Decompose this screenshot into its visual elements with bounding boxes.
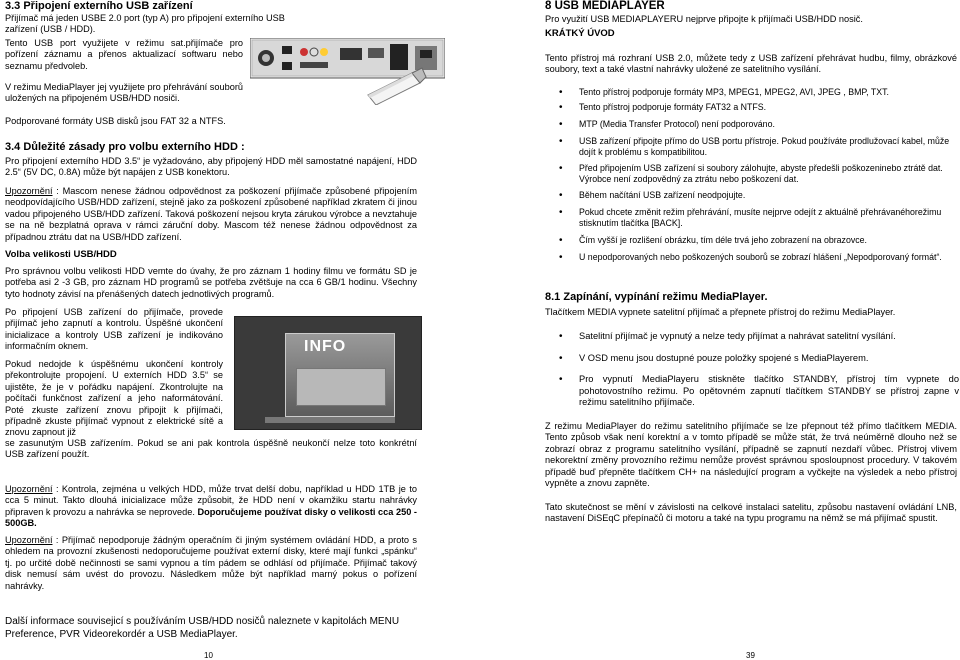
paragraph-usb-connect: Pro využití USB MEDIAPLAYERU nejprve připojte k přijímači USB/HDD nosič. xyxy=(545,14,863,24)
warning-label: Upozornění xyxy=(5,186,53,196)
paragraph-usb-init: Po připojení USB zařízení do přijímače, provede přijímač jeho zapnutí a kontrolu. Úspěšné ukončení inicializace a kontroly USB zařízení je indikováno informačním oknem. xyxy=(5,307,223,352)
warning-block-1 xyxy=(5,186,417,243)
usb-stick-illustration xyxy=(358,65,428,105)
section-heading-3-3: 3.3 Připojení externího USB zařízení xyxy=(5,0,193,12)
list-item: • V OSD menu jsou dostupné pouze položky spojené s MediaPlayerem. xyxy=(545,353,959,365)
info-window-body xyxy=(296,368,386,406)
list-item: • Tento přístroj podporuje formáty MP3, MPEG1, MPEG2, AVI, JPEG , BMP, TXT. xyxy=(545,87,959,98)
warning-text: : Mascom nenese žádnou odpovědnost za poškození přijímače způsobené připojením neodpovídajícího USB/HDD zařízení, stejně jako za poškození způsobené například zkratem či jinou vadou připojeného USB/HDD zařízení. Taková poškození nejsou kryta zárukou výrobce a nevztahuje se na ně bezplatná oprava v rámci záruční doby. Mascom též nenese žádnou odpovědnost za případnou ztrátu dat na USB/HDD zařízení. xyxy=(5,186,417,242)
subheading-hdd-size: Volba velikosti USB/HDD xyxy=(5,249,117,260)
paragraph-reconnect: se zasunutým USB zařízením. Pokud se ani pak kontrola úspěšně neukončí nelze toto konkrétní USB zařízení použít. xyxy=(5,438,417,460)
paragraph-mediaplayer: V režimu MediaPlayer jej využijete pro přehrávání souborů uložených na připojeném USB/HDD nosiči. xyxy=(5,82,243,104)
paragraph-installation: Tato skutečnost se mění v závislosti na celkové instalaci satelitu, způsobu nastavení ovládání LNB, nastavení DiSEqC přepínačů či motoru a také na typu programu na němž se má přijímač spustit. xyxy=(545,502,957,524)
paragraph-usb-port: Přijímač má jeden USBE 2.0 port (typ A) pro připojení externího USB zařízení (USB / HDD). xyxy=(5,13,285,35)
mediaplayer-list xyxy=(545,331,959,409)
list-item: • Pokud chcete změnit režim přehrávání, musíte nejprve odejít z aktuálně přehrávanéhorežimu stisknutím tlačítka [BACK]. xyxy=(545,207,959,229)
paragraph-check-connection: Pokud nedojde k úspěšnému ukončení kontroly překontrolujte propojení. U externích HDD 3.5“ se ujistěte, že je v pořádku napájení. Zkontrolujte na počítači funkčnost zařízení a jeho naformátování. Poté zkuste zařízení znovu připojit k přijímači, případně zkuste přijímač vypnout z elektrické sítě a znovu zapnout již xyxy=(5,359,223,438)
chapter-heading-8: 8 USB MEDIAPLAYER xyxy=(545,0,665,12)
page-number-left: 10 xyxy=(204,651,213,660)
warning-text: : Kontrola, zejména u velkých HDD, může trvat delší dobu, například u HDD 1TB je to cca 5 minut. Takto dlouhá inicializace může způsobit, že HDD není v okamžiku startu nahrávky připraven k provozu a nahrávka se neprovede. xyxy=(5,484,417,517)
paragraph-media-button: Tlačítkem MEDIA vypnete satelitní přijímač a přepnete přístroj do režimu MediaPlayer. xyxy=(545,307,896,317)
feature-list xyxy=(545,87,959,263)
paragraph-hdd-size: Pro správnou volbu velikosti HDD vemte do úvahy, že pro záznam 1 hodiny filmu ve formátu SD je potřeba asi 2 -3 GB, pro záznam HD programů se potřeba zvětšuje na cca 6 GB/1 hodinu. Všechny tyto hodnoty závisí na přenášených datech jednotlivých programů. xyxy=(5,266,417,299)
list-item: • MTP (Media Transfer Protocol) není podporováno. xyxy=(545,119,959,130)
paragraph-usb-interface: Tento přístroj má rozhraní USB 2.0, můžete tedy z USB zařízení přehrávat hudbu, filmy, obrázkové soubory, text a také vlastní nahrávky uložené ze satelitního vysílání. xyxy=(545,53,957,75)
list-item: • Tento přístroj podporuje formáty FAT32 a NTFS. xyxy=(545,102,959,113)
page-number-right: 39 xyxy=(746,651,755,660)
warning-recommendation: Doporučujeme používat disky o velikosti cca 250 - 500GB. xyxy=(5,506,417,529)
list-item: • U nepodporovaných nebo poškozených souborů se zobrazí hlášení „Nepodporovaný formát“. xyxy=(545,252,959,263)
list-item: • USB zařízení připojte přímo do USB portu přístroje. Pokud používáte prodlužovací kabel, může dojít k problému s kompatibilitou. xyxy=(545,136,959,158)
list-item: • Satelitní přijímač je vypnutý a nelze tedy přijímat a nahrávat satelitní vysílání. xyxy=(545,331,959,343)
info-window-title: INFO xyxy=(304,338,347,355)
warning-label: Upozornění xyxy=(5,484,53,494)
list-item: • Před připojením USB zařízení si soubory zálohujte, abyste předešli poškozeninebo ztrátě dat. Výrobce není zodpovědný za ztrátu nebo poškození dat. xyxy=(545,163,959,185)
paragraph-hdd-power: Pro připojení externího HDD 3.5“ je vyžadováno, aby připojený HDD měl samostatné napájení, HDD 2.5“ (5V DC, 0.8A) může být napájen z USB konektoru. xyxy=(5,156,417,178)
usb-flash-drive-image xyxy=(358,65,428,105)
paragraph-mode-switch: Z režimu MediaPlayer do režimu satelitního přijímače se lze přepnout též přímo tlačítkem MEDIA. Tento způsob však není korektní a v tomto případě se může stát, že trvá neúměrně dlouho než se zobrazí obraz z programu satelitního vysílání, případně se zapnutí nezdaří vůbec. Přístroj vlivem nekorektní změny provozního režimu nemůže provést správnou sposloupnost procedury. V takovém případě buď přepněte tlačítkem CH+ na následující program a vyčkejte na výsledek a nebo přístroj vypněte a znovu zapněte. xyxy=(545,421,957,489)
footer-note: Další informace souvisejicí s používáním USB/HDD nosičů naleznete v kapitolách MENU Preference, PVR Videorekordér a USB MediaPlayer. xyxy=(5,616,400,640)
list-item: • Během načítání USB zařízení neodpojujte. xyxy=(545,190,959,201)
warning-text: : Přijímač nepodporuje žádným operačním či jiným systémem ovládání HDD, a proto s ohledem na provozní zkušenosti nedoporučujeme používat externí disky, které mají funkci „spánku“ tj. po určité době nečinnosti se sami vypnou a tím pádem se odhlásí od přijímače. Přijímač takový disk nemusí sám uvést do provozu. Následkem může být například marný pokus o pořízení nahrávky. xyxy=(5,535,417,591)
list-item: • Čím vyšší je rozlišení obrázku, tím déle trvá jeho zobrazení na obrazovce. xyxy=(545,235,959,246)
warning-block-3 xyxy=(5,535,417,592)
warning-block-2 xyxy=(5,484,417,530)
list-item: • Pro vypnutí MediaPlayeru stiskněte tlačítko STANDBY, přístroj tím vypnete do pohotovostního režimu. Po opětovném zapnutí tlačítkem STANDBY se přístroj zapne v režimu satelitního přijímače. xyxy=(545,374,959,409)
warning-label: Upozornění xyxy=(5,535,53,545)
section-heading-3-4: 3.4 Důležité zásady pro volbu externího HDD : xyxy=(5,141,245,153)
paragraph-usb-recording: Tento USB port využijete v režimu sat.přijímače pro pořízení záznamu a přenos aktualizací softwaru nebo seznamu předvoleb. xyxy=(5,38,243,71)
info-window-footer-bar xyxy=(265,417,395,423)
paragraph-formats: Podporované formáty USB disků jsou FAT 32 a NTFS. xyxy=(5,116,226,126)
info-window-screenshot xyxy=(234,316,422,430)
info-window-panel xyxy=(285,333,395,417)
section-heading-8-1: 8.1 Zapínání, vypínání režimu MediaPlayer. xyxy=(545,291,768,303)
subheading-short-intro: KRÁTKÝ ÚVOD xyxy=(545,28,615,39)
